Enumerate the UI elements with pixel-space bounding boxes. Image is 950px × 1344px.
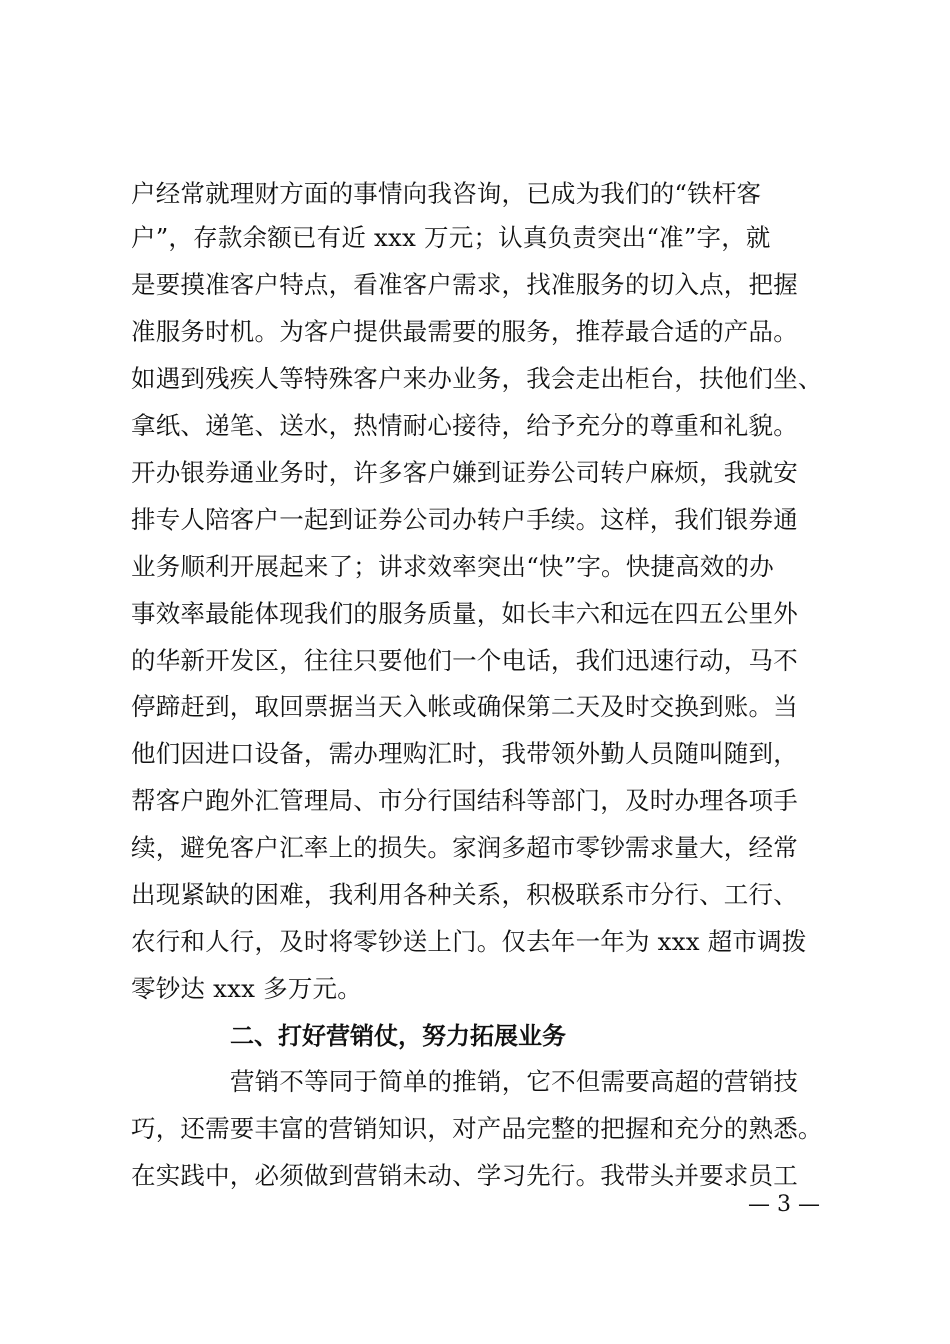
body-text-line: 业务顺利开展起来了；讲求效率突出“快”字。快捷高效的办 [131,552,774,581]
page-number: — 3 — [748,1192,820,1217]
body-text-line: 营销不等同于简单的推销，它不但需要高超的营销技 [230,1067,799,1096]
body-text-line: 他们因进口设备，需办理购汇时，我带领外勤人员随叫随到， [131,739,798,768]
section-heading: 二、打好营销仗，努力拓展业务 [230,1022,566,1050]
body-text-line: 是要摸准客户特点，看准客户需求，找准服务的切入点，把握 [131,270,798,299]
body-text-line: 在实践中，必须做到营销未动、学习先行。我带头并要求员工 [131,1161,798,1190]
body-text-line: 出现紧缺的困难，我利用各种关系，积极联系市分行、工行、 [131,880,798,909]
body-text-line: 续，避免客户汇率上的损失。家润多超市零钞需求量大，经常 [131,833,798,862]
body-text-line: 户”，存款余额已有近 xxx 万元；认真负责突出“准”字，就 [131,223,771,252]
body-text-line: 的华新开发区，往往只要他们一个电话，我们迅速行动，马不 [131,646,798,675]
body-text-line: 农行和人行，及时将零钞送上门。仅去年一年为 xxx 超市调拨 [131,927,807,956]
body-text-line: 帮客户跑外汇管理局、市分行国结科等部门，及时办理各项手 [131,786,798,815]
body-text-line: 停蹄赶到，取回票据当天入帐或确保第二天及时交换到账。当 [131,692,798,721]
body-text-line: 排专人陪客户一起到证券公司办转户手续。这样，我们银券通 [131,505,798,534]
body-text-line: 零钞达 xxx 多万元。 [131,974,362,1003]
body-text-line: 巧，还需要丰富的营销知识，对产品完整的把握和充分的熟悉。 [131,1114,823,1143]
body-text-line: 事效率最能体现我们的服务质量，如长丰六和远在四五公里外 [131,599,798,628]
body-text-line: 如遇到残疾人等特殊客户来办业务，我会走出柜台，扶他们坐、 [131,364,823,393]
body-text-line: 开办银券通业务时，许多客户嫌到证券公司转户麻烦，我就安 [131,458,798,487]
body-text-line: 户经常就理财方面的事情向我咨询，已成为我们的“铁杆客 [131,179,762,208]
body-text-line: 准服务时机。为客户提供最需要的服务，推荐最合适的产品。 [131,317,798,346]
body-text-line: 拿纸、递笔、送水，热情耐心接待，给予充分的尊重和礼貌。 [131,411,798,440]
